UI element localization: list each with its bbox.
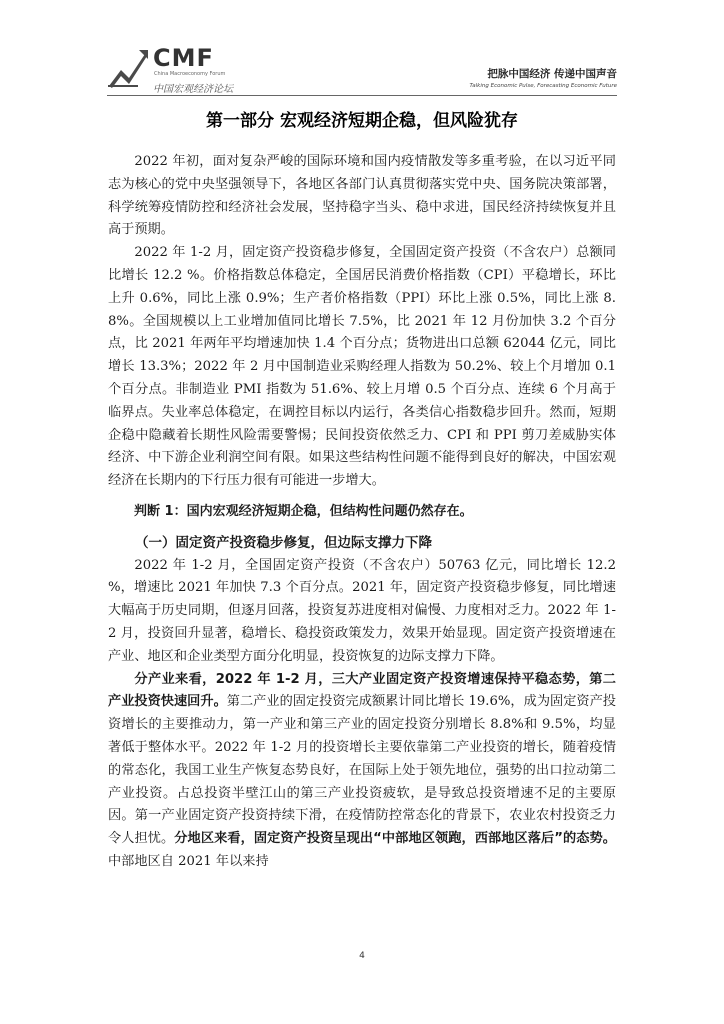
page-header [0,0,724,100]
page-number: 4 [359,951,365,961]
paragraph [108,669,616,874]
document-body [108,151,616,874]
bold-lead-sentence: 分地区来看，固定资产投资呈现出“中部地区领跑，西部地区落后”的态势。 [174,831,616,847]
judgment-heading: 判断 1：国内宏观经济短期企稳，但结构性问题仍然存在。 [134,503,473,519]
paragraph: 2022 年 1-2 月，全国固定资产投资（不含农户）50763 亿元，同比增长 12.2 %，增速比 2021 年加快 7.3 个百分点。2021 年，固定资产投资稳步修复，同比增速大幅高于历史同期，但逐月回落，投资复苏进度相对偏慢、力度相对乏力。2022 年 1-2 月，投资回升显著，稳增长、稳投资政策发力，效果开始显现。固定资产投资增速在产业、地区和企业类型方面分化明显，投资恢复的边际支撑力下降。 [108,557,616,664]
subsection-heading: （一）固定资产投资稳步修复，但边际支撑力下降 [135,534,432,551]
section-title: 第一部分 宏观经济短期企稳，但风险犹存 [206,111,518,131]
logo-subtitle-cn: 中国宏观经济论坛 [153,84,233,95]
logo-subtitle-en: China Macroeconomy Forum [154,71,226,77]
slogan-en: Talking Economic Pulse, Forecasting Economic Future [469,83,617,89]
slogan-cn: 把脉中国经济 传递中国声音 [487,68,617,80]
header-slogan [470,66,618,89]
paragraph-text: 中部地区自 2021 年以来持 [108,853,269,869]
paragraph: 2022 年初，面对复杂严峻的国际环境和国内疫情散发等多重考验，在以习近平同志为核心的党中央坚强领导下，各地区各部门认真贯彻落实党中央、国务院决策部署，科学统筹疫情防控和经济社会发展，坚持稳字当头、稳中求进，国民经济持续恢复并且高于预期。 [108,154,616,238]
cmf-logo [107,44,257,96]
bold-lead-sentence: 分产业来看，2022 年 1-2 月，三大产业固定资产投资增速保持平稳态势，第二产业投资快速回升。 [108,671,616,710]
cmf-logo-icon [107,48,149,88]
paragraph-text: 第二产业的固定投资完成额累计同比增长 19.6%，成为固定资产投资增长的主要推动力，第一产业和第三产业的固定投资分别增长 8.8%和 9.5%，均显著低于整体水平。2022 年 1-2 月的投资增长主要依靠第二产业投资的增长，随着疫情的常态化，我国工业生产恢复态势良好，在国际上处于领先地位，强势的出口拉动第二产业投资。占总投资半壁江山的第三产业投资疲软，是导致总投资增速不足的主要原因。第一产业固定资产投资持续下滑，在疫情防控常态化的背景下，农业农村投资乏力令人担忧。 [108,694,616,847]
paragraph: 2022 年 1-2 月，固定资产投资稳步修复，全国固定资产投资（不含农户）总额同比增长 12.2 %。价格指数总体稳定，全国居民消费价格指数（CPI）平稳增长，环比上升 0.6%，同比上涨 0.9%；生产者价格指数（PPI）环比上涨 0.5%，同比上涨 8.8%。全国规模以上工业增加值同比增长 7.5%，比 2021 年 12 月份加快 3.2 个百分点，比 2021 年两年平均增速加快 1.4 个百分点；货物进出口总额 62044 亿元，同比增长 13.3%；2022 年 2 月中国制造业采购经理人指数为 50.2%、较上个月增加 0.1 个百分点。非制造业 PMI 指数为 51.6%、较上月增 0.5 个百分点、连续 6 个月高于临界点。失业率总体稳定，在调控目标以内运行，各类信心指数稳步回升。然而，短期企稳中隐藏着长期性风险需要警惕；民间投资依然乏力、CPI 和 PPI 剪刀差威胁实体经济、中下游企业利润空间有限。如果这些结构性问题不能得到良好的解决，中国宏观经济在长期内的下行压力很有可能进一步增大。 [108,245,616,489]
header-divider [107,95,617,96]
logo-text: CMF [153,44,214,72]
